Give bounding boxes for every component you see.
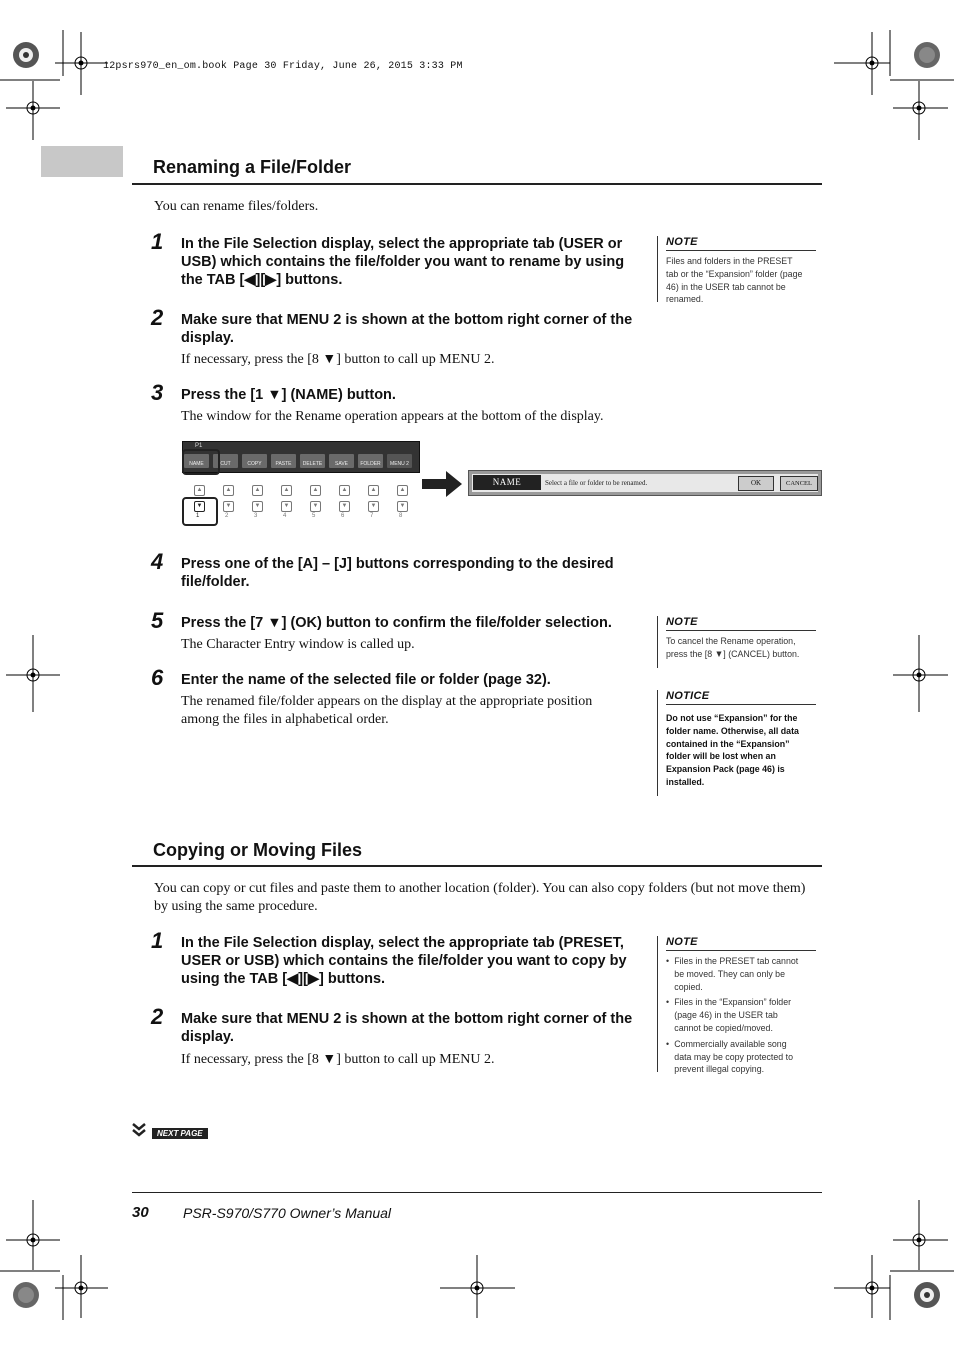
step-number: 6 — [151, 665, 164, 690]
panel-down-button: ▼ — [339, 501, 350, 512]
panel-button-number: 4 — [283, 513, 287, 519]
sidebar-note — [657, 936, 818, 1076]
step-number: 5 — [151, 608, 164, 633]
notice-text: Do not use “Expansion” for the folder name. Otherwise, all data contained in the “Expansion” folder will be lost when an Expansion Pack (page 46) is installed. — [666, 713, 799, 788]
note-item: • Files in the PRESET tab cannot be moved. They can only be copied. — [666, 956, 806, 994]
step-sub: The renamed file/folder appears on the display at the appropriate position among the files in alphabetical order. — [181, 694, 593, 727]
section-title-copy: Copying or Moving Files — [153, 840, 363, 860]
footer-rule — [132, 1192, 822, 1193]
panel-button-number: 2 — [225, 513, 229, 519]
step-sub: The Character Entry window is called up. — [181, 637, 415, 652]
panel-up-button: ▲ — [397, 485, 408, 496]
panel-down-button: ▼ — [194, 501, 205, 512]
section-rule — [132, 865, 822, 867]
note-list — [666, 956, 806, 1077]
step-text: Press the [7 ▼] (OK) button to confirm the file/folder selection. — [181, 615, 612, 631]
step-text: In the File Selection display, select the appropriate tab (USER or USB) which contains the file/folder you want to rename by using the TAB [◀][▶] buttons. — [181, 236, 625, 288]
panel-button-number: 3 — [254, 513, 258, 519]
note-text: To cancel the Rename operation, press the [8 ▼] (CANCEL) button. — [666, 636, 800, 660]
step-sub: If necessary, press the [8 ▼] button to call up MENU 2. — [181, 352, 495, 367]
step-text: Press one of the [A] – [J] buttons corresponding to the desired file/folder. — [181, 556, 614, 590]
panel-button-number: 1 — [196, 513, 200, 519]
panel-up-button: ▲ — [194, 485, 205, 496]
notice-label: NOTICE — [666, 690, 816, 705]
panel-up-button: ▲ — [223, 485, 234, 496]
section-tab-marker — [41, 146, 123, 177]
panel-down-button: ▼ — [252, 501, 263, 512]
print-header: 12psrs970_en_om.book Page 30 Friday, June 26, 2015 3:33 PM — [103, 61, 463, 72]
display-menu-cut: CUT — [213, 454, 238, 468]
display-menu-menu-2: MENU 2 — [387, 454, 412, 468]
panel-up-button: ▲ — [252, 485, 263, 496]
panel-button-number: 5 — [312, 513, 316, 519]
step-number: 1 — [151, 928, 164, 953]
panel-button-number: 6 — [341, 513, 345, 519]
display-menu-name: NAME — [184, 454, 209, 468]
arrow-right-icon — [422, 471, 462, 497]
display-page-label: P1 — [195, 443, 203, 449]
step-number: 2 — [151, 1004, 164, 1029]
panel-down-button: ▼ — [397, 501, 408, 512]
note-item: • Files in the “Expansion” folder (page 46) in the USER tab cannot be copied/moved. — [666, 997, 806, 1035]
display-menu-folder: FOLDER — [358, 454, 383, 468]
section-title-rename: Renaming a File/Folder — [153, 157, 352, 177]
note-label: NOTE — [666, 236, 816, 251]
name-highlight — [182, 449, 220, 475]
display-menu-paste: PASTE — [271, 454, 296, 468]
page-number: 30 — [132, 1204, 149, 1221]
step-number: 3 — [151, 380, 164, 405]
step-number: 1 — [151, 229, 164, 254]
dialog-message: Select a file or folder to be renamed. — [545, 479, 648, 487]
dialog-cancel-button[interactable]: CANCEL — [780, 476, 818, 491]
next-page-wrapper — [152, 1123, 208, 1141]
step-text: Make sure that MENU 2 is shown at the bottom right corner of the display. — [181, 312, 633, 346]
step-sub: The window for the Rename operation appears at the bottom of the display. — [181, 409, 604, 424]
panel-up-button: ▲ — [281, 485, 292, 496]
section-intro: You can rename files/folders. — [154, 199, 319, 214]
sidebar-note — [657, 616, 818, 668]
panel-down-button: ▼ — [310, 501, 321, 512]
note-label: NOTE — [666, 936, 816, 951]
note-text: Files and folders in the PRESET tab or the “Expansion” folder (page 46) in the USER tab cannot be renamed. — [666, 256, 803, 306]
section-intro: You can copy or cut files and paste them to another location (folder). You can also copy folders (but not move them) by using the same procedure. — [154, 881, 806, 914]
panel-up-button: ▲ — [310, 485, 321, 496]
display-menu-delete: DELETE — [300, 454, 325, 468]
panel-up-button: ▲ — [368, 485, 379, 496]
panel-up-button: ▲ — [339, 485, 350, 496]
step-sub: If necessary, press the [8 ▼] button to call up MENU 2. — [181, 1052, 495, 1067]
step-text: Enter the name of the selected file or folder (page 32). — [181, 672, 551, 688]
panel-down-button: ▼ — [223, 501, 234, 512]
sidebar-note — [657, 236, 818, 306]
next-page-label: NEXT PAGE — [152, 1128, 208, 1139]
rename-dialog — [468, 470, 822, 496]
button-1-highlight — [182, 497, 218, 526]
display-menu-save: SAVE — [329, 454, 354, 468]
step-text: Make sure that MENU 2 is shown at the bottom right corner of the display. — [181, 1011, 633, 1045]
panel-down-button: ▼ — [368, 501, 379, 512]
dialog-ok-button[interactable]: OK — [738, 476, 774, 491]
panel-down-button: ▼ — [281, 501, 292, 512]
step-text: Press the [1 ▼] (NAME) button. — [181, 387, 396, 403]
panel-button-number: 8 — [399, 513, 403, 519]
section-rule — [132, 183, 822, 185]
display-menu-copy: COPY — [242, 454, 267, 468]
note-item: • Commercially available song data may be copy protected to prevent illegal copying. — [666, 1039, 806, 1077]
sidebar-notice — [657, 690, 818, 796]
dialog-name-label: NAME — [473, 475, 541, 490]
next-page-chevron-icon — [131, 1122, 147, 1140]
panel-button-number: 7 — [370, 513, 374, 519]
step-text: In the File Selection display, select the appropriate tab (PRESET, USER or USB) which contains the file/folder you want to copy by using the TAB [◀][▶] buttons. — [181, 935, 627, 987]
note-label: NOTE — [666, 616, 816, 631]
manual-title: PSR-S970/S770 Owner’s Manual — [183, 1205, 392, 1221]
step-number: 2 — [151, 305, 164, 330]
step-number: 4 — [151, 549, 164, 574]
